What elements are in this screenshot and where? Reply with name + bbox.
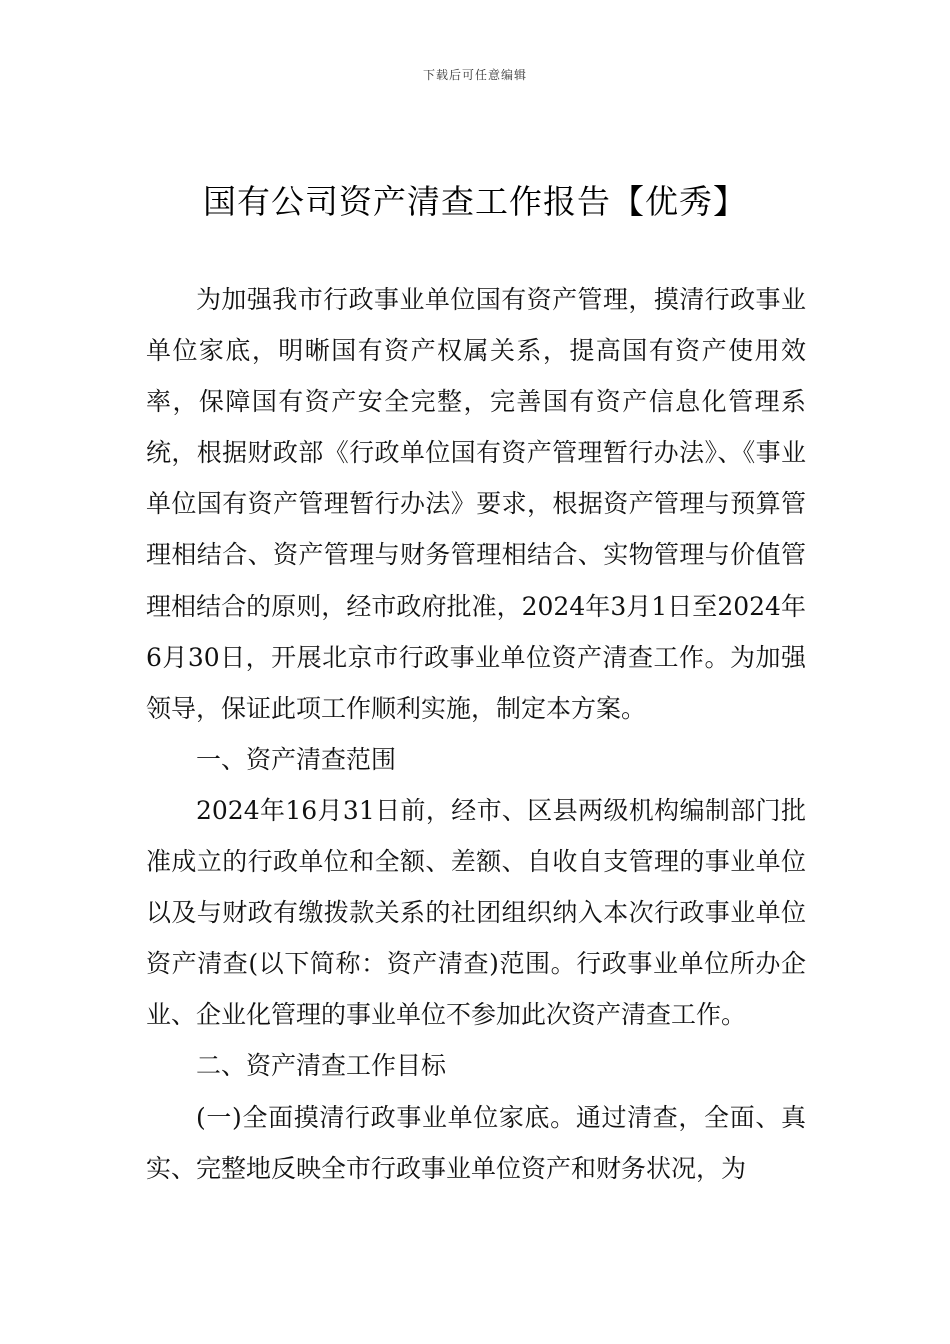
section-heading-scope: 一、资产清查范围 (196, 744, 397, 774)
page-header-note: 下载后可任意编辑 (422, 68, 527, 82)
paragraph-goal-1: (一)全面摸清行政事业单位家底。通过清查，全面、真实、完整地反映全市行政事业单位资产和财务状况，为 (146, 1102, 806, 1183)
section-heading-goals: 二、资产清查工作目标 (196, 1051, 447, 1081)
paragraph-scope: 2024年16月31日前，经市、区县两级机构编制部门批准成立的行政单位和全额、差额、自收自支管理的事业单位以及与财政有缴拨款关系的社团组织纳入本次行政事业单位资产清查(以下简称：资产清查)范围。行政事业单位所办企业、企业化管理的事业单位不参加此次资产清查工作。 (146, 795, 806, 1030)
document-body (146, 274, 806, 1194)
paragraph-intro: 为加强我市行政事业单位国有资产管理，摸清行政事业单位家底，明晰国有资产权属关系，提高国有资产使用效率，保障国有资产安全完整，完善国有资产信息化管理系统，根据财政部《行政单位国有资产管理暂行办法》、《事业单位国有资产管理暂行办法》要求，根据资产管理与预算管理相结合、资产管理与财务管理相结合、实物管理与价值管理相结合的原则，经市政府批准，2024年3月1日至2024年6月30日，开展北京市行政事业单位资产清查工作。为加强领导，保证此项工作顺利实施，制定本方案。 (146, 285, 806, 723)
document-title: 国有公司资产清查工作报告【优秀】 (203, 182, 747, 221)
